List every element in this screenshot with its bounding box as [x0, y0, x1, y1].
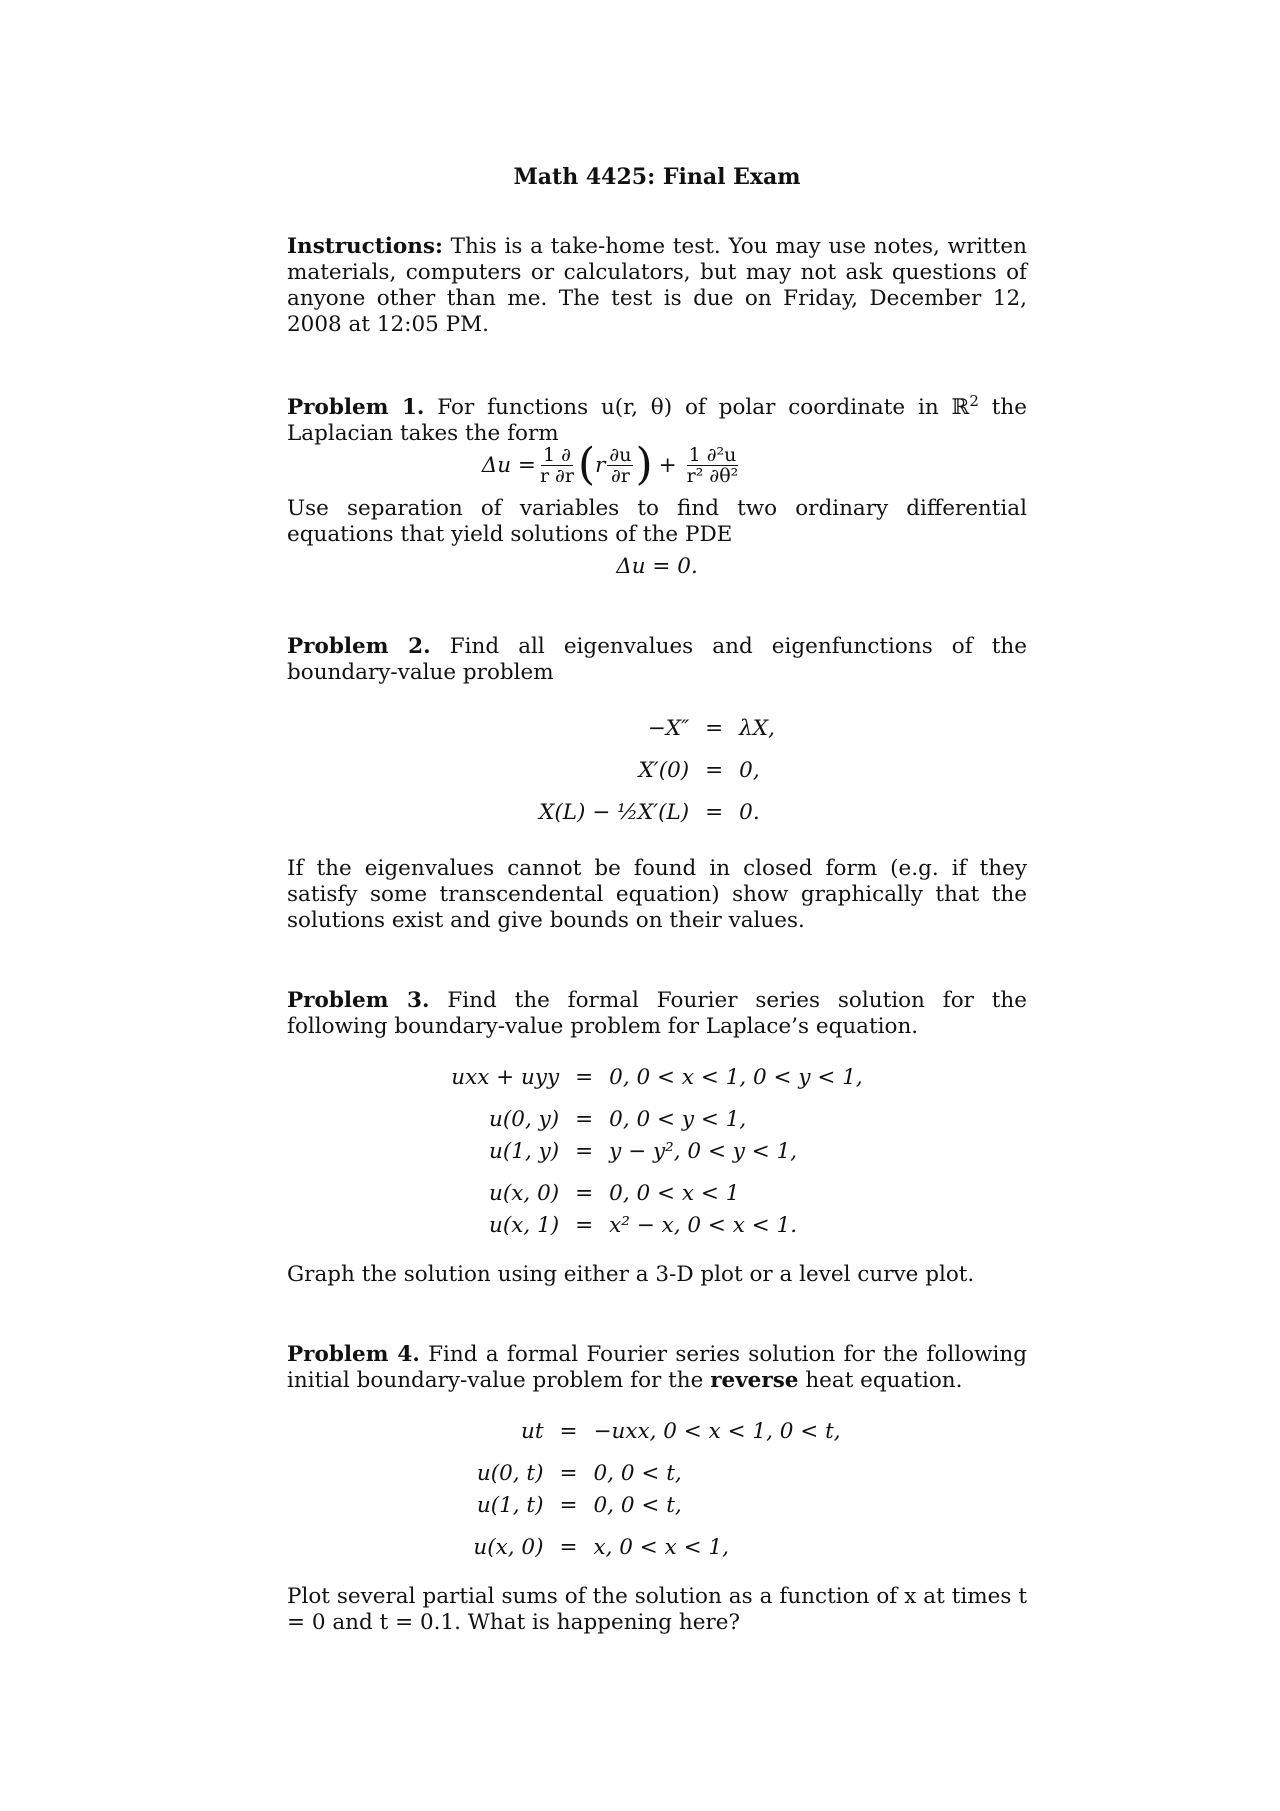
eq-row — [465, 1532, 848, 1564]
eq-rhs: 0, 0 < y < 1, — [609, 1107, 747, 1133]
problem-4-intro-a: Find a formal Fourier series solution for the following initial boundary-value problem for the — [287, 1342, 1027, 1394]
eq-row — [443, 1178, 871, 1210]
instructions-text: This is a take-home test. You may use notes, written materials, computers or calculators, but may not ask questions of anyone other than me. The test is due on Friday, December 12, 2008 at 12:05 PM. — [287, 234, 1027, 337]
eq-rhs: 0. — [739, 800, 760, 826]
problem-2-intro-text: Find all eigenvalues and eigenfunctions of the boundary-value problem — [287, 634, 1027, 686]
eq-rhs: 0, — [739, 758, 760, 784]
eq-row — [443, 1062, 871, 1094]
eq-rhs: x, 0 < x < 1, — [593, 1535, 729, 1561]
eq-rel: = — [705, 758, 724, 784]
eq-lhs: X(L) − ½X′(L) — [539, 800, 690, 826]
eq-row — [465, 1490, 848, 1522]
eq-lhs: u(0, t) — [476, 1461, 544, 1487]
eq-lhs: uxx + uyy — [451, 1065, 560, 1091]
left-paren: ( — [577, 439, 596, 491]
laplacian-frac-2-num: ∂u — [609, 444, 632, 467]
eq-rel: = — [705, 716, 724, 742]
exam-title: Math 4425: Final Exam — [513, 164, 801, 190]
laplacian-frac-3 — [685, 445, 741, 486]
problem-3-equations — [287, 1062, 1027, 1242]
laplacian-frac-2-den: ∂r — [610, 465, 630, 488]
eq-rel: = — [559, 1493, 578, 1519]
eq-lhs: X′(0) — [638, 758, 690, 784]
problem-2-equations — [287, 708, 1027, 834]
eq-rhs: y − y², 0 < y < 1, — [609, 1139, 798, 1165]
problem-1-intro-b: the Laplacian takes the form — [287, 395, 1027, 447]
eq-rel: = — [575, 1213, 594, 1239]
problem-2-text2: If the eigenvalues cannot be found in closed form (e.g. if they satisfy some transcendental equation) show graphically that the solutions exist and give bounds on their values. — [287, 856, 1027, 934]
eq-rel: = — [705, 800, 724, 826]
laplacian-frac-3-den: r² ∂θ² — [686, 465, 739, 488]
laplacian-inner-r: r — [595, 452, 606, 478]
problem-3-intro — [287, 988, 1027, 1040]
laplacian-lhs: Δu = — [481, 452, 536, 478]
problem-3-eq-table — [443, 1062, 871, 1242]
problem-4-intro — [287, 1342, 1027, 1394]
eq-row — [465, 1458, 848, 1490]
laplacian-frac-1 — [538, 445, 576, 486]
problem-1 — [287, 388, 1027, 580]
eq-row — [443, 1136, 871, 1168]
right-paren: ) — [635, 439, 653, 491]
problem-1-pde: Δu = 0. — [616, 554, 698, 580]
problem-2-intro — [287, 634, 1027, 686]
laplacian-frac-1-den: r ∂r — [539, 465, 574, 488]
problem-1-label: Problem 1. — [287, 395, 425, 421]
instructions-paragraph — [287, 234, 1027, 338]
eq-lhs: −X″ — [647, 716, 690, 742]
laplacian-frac-2 — [607, 445, 633, 486]
eq-lhs: u(1, t) — [476, 1493, 544, 1519]
eq-rhs: λX, — [739, 716, 775, 742]
eq-row — [443, 1210, 871, 1242]
eq-lhs: ut — [520, 1419, 544, 1445]
problem-4-intro-b: heat equation. — [798, 1368, 963, 1394]
eq-rel: = — [559, 1419, 578, 1445]
eq-rhs: 0, 0 < t, — [593, 1493, 682, 1519]
problem-4-equations — [287, 1416, 1027, 1564]
laplacian-equation — [197, 439, 1027, 491]
instructions-label: Instructions: — [287, 234, 443, 259]
eq-rhs: −uxx, 0 < x < 1, 0 < t, — [593, 1419, 841, 1445]
eq-row — [531, 750, 783, 792]
problem-2 — [287, 634, 1027, 934]
eq-row — [443, 1104, 871, 1136]
eq-rhs: x² − x, 0 < x < 1. — [609, 1213, 798, 1239]
laplacian-frac-1-num: 1 ∂ — [542, 444, 571, 467]
eq-rel: = — [575, 1065, 594, 1091]
eq-row — [465, 1416, 848, 1448]
eq-rhs: 0, 0 < t, — [593, 1461, 682, 1487]
eq-row — [531, 708, 783, 750]
problem-2-label: Problem 2. — [287, 634, 431, 660]
problem-4-text2: Plot several partial sums of the solution as a function of x at times t = 0 and t = 0.1. What is happening here? — [287, 1584, 1027, 1636]
problem-4-label: Problem 4. — [287, 1342, 420, 1368]
exam-page — [287, 164, 1027, 1636]
eq-lhs: u(1, y) — [489, 1139, 560, 1165]
eq-rel: = — [559, 1461, 578, 1487]
eq-rel: = — [559, 1535, 578, 1561]
problem-4-intro-bold: reverse — [710, 1368, 799, 1394]
problem-1-intro-sup: 2 — [969, 392, 979, 410]
laplacian-frac-3-num: 1 ∂²u — [688, 444, 737, 467]
eq-row — [531, 792, 783, 834]
problem-4 — [287, 1342, 1027, 1636]
eq-lhs: u(x, 0) — [473, 1535, 544, 1561]
problem-4-eq-table — [465, 1416, 848, 1564]
eq-rel: = — [575, 1181, 594, 1207]
problem-1-text2: Use separation of variables to find two ordinary differential equations that yield solutions of the PDE — [287, 496, 1027, 548]
eq-lhs: u(x, 1) — [489, 1213, 560, 1239]
problem-3-intro-text: Find the formal Fourier series solution for the following boundary-value problem for Laplace’s equation. — [287, 988, 1027, 1040]
problem-3-text2: Graph the solution using either a 3-D plot or a level curve plot. — [287, 1262, 975, 1288]
problem-3-label: Problem 3. — [287, 988, 430, 1014]
problem-1-intro — [287, 388, 1027, 447]
problem-2-eq-table — [531, 708, 783, 834]
eq-lhs: u(0, y) — [489, 1107, 560, 1133]
eq-lhs: u(x, 0) — [489, 1181, 560, 1207]
problem-3 — [287, 988, 1027, 1288]
eq-rel: = — [575, 1107, 594, 1133]
eq-rhs: 0, 0 < x < 1, 0 < y < 1, — [609, 1065, 863, 1091]
laplacian-plus: + — [658, 452, 677, 478]
eq-rel: = — [575, 1139, 594, 1165]
problem-1-intro-a: For functions u(r, θ) of polar coordinate in ℝ — [437, 395, 970, 421]
eq-rhs: 0, 0 < x < 1 — [609, 1181, 740, 1207]
